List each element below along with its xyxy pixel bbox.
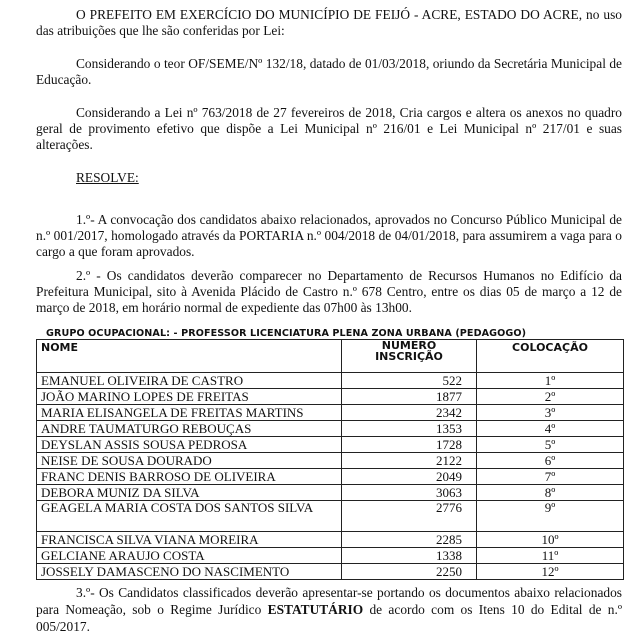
table-row xyxy=(37,453,624,469)
table-row xyxy=(37,405,624,421)
cell-colocacao: 10º xyxy=(477,532,624,548)
table-row xyxy=(37,437,624,453)
cell-nome: JOSSELY DAMASCENO DO NASCIMENTO xyxy=(37,564,342,580)
cell-inscricao: 1338 xyxy=(342,548,477,564)
header-numero-line2: INSCRIÇÃO xyxy=(375,350,443,363)
cell-nome: EMANUEL OLIVEIRA DE CASTRO xyxy=(37,373,342,389)
cell-colocacao: 8º xyxy=(477,485,624,501)
item-1-paragraph: 1.º- A convocação dos candidatos abaixo relacionados, aprovados no Concurso Público Municipal de n.º 001/2017, homologado através da PORTARIA n.º 004/2018 de 04/01/2018, para assumirem a vaga para o cargo a que foram aprovados. xyxy=(36,212,622,259)
cell-inscricao: 2285 xyxy=(342,532,477,548)
cell-colocacao: 1º xyxy=(477,373,624,389)
cell-nome: FRANCISCA SILVA VIANA MOREIRA xyxy=(37,532,342,548)
cell-colocacao: 2º xyxy=(477,389,624,405)
cell-nome: FRANC DENIS BARROSO DE OLIVEIRA xyxy=(37,469,342,485)
table-row xyxy=(37,532,624,548)
cell-inscricao: 2776 xyxy=(342,501,477,532)
cell-colocacao: 12º xyxy=(477,564,624,580)
cell-colocacao: 7º xyxy=(477,469,624,485)
table-row xyxy=(37,469,624,485)
candidates-table xyxy=(36,339,624,580)
cell-inscricao: 2342 xyxy=(342,405,477,421)
cell-inscricao: 1728 xyxy=(342,437,477,453)
cell-inscricao: 1877 xyxy=(342,389,477,405)
table-row xyxy=(37,373,624,389)
considerando-paragraph-1: Considerando o teor OF/SEME/Nº 132/18, datado de 01/03/2018, oriundo da Secretária Municipal de Educação. xyxy=(36,56,622,87)
cell-inscricao: 2250 xyxy=(342,564,477,580)
header-numero-line1: NUMERO xyxy=(381,339,437,352)
cell-colocacao: 5º xyxy=(477,437,624,453)
header-nome: NOME xyxy=(37,340,342,373)
cell-nome: ANDRE TAUMATURGO REBOUÇAS xyxy=(37,421,342,437)
cell-nome: GEAGELA MARIA COSTA DOS SANTOS SILVA xyxy=(37,501,342,532)
cell-inscricao: 522 xyxy=(342,373,477,389)
cell-nome: GELCIANE ARAUJO COSTA xyxy=(37,548,342,564)
cell-inscricao: 3063 xyxy=(342,485,477,501)
cell-inscricao: 2049 xyxy=(342,469,477,485)
header-numero-inscricao xyxy=(342,340,477,373)
group-title: GRUPO OCUPACIONAL: - PROFESSOR LICENCIATURA PLENA ZONA URBANA (PEDAGOGO) xyxy=(46,328,527,339)
item-2-paragraph: 2.º - Os candidatos deverão comparecer no Departamento de Recursos Humanos no Edifício da Prefeitura Municipal, sito à Avenida Plácido de Castro n.º 678 Centro, entre os dias 05 de março a 12 de março de 2018, em horário normal de expediente das 07h00 às 13h00. xyxy=(36,268,622,315)
cell-colocacao: 3º xyxy=(477,405,624,421)
cell-inscricao: 1353 xyxy=(342,421,477,437)
table-row xyxy=(37,564,624,580)
table-row xyxy=(37,548,624,564)
item-3-regime-bold: ESTATUTÁRIO xyxy=(267,602,364,617)
table-row xyxy=(37,485,624,501)
item-3-text-start: 3.º- Os Candidatos classificados deverão apresentar-se portando os documentos abaixo relacionados para Nomeação, sob o Regime Jurídico xyxy=(36,585,622,617)
intro-paragraph: O PREFEITO EM EXERCÍCIO DO MUNICÍPIO DE FEIJÓ - ACRE, ESTADO DO ACRE, no uso das atribuições que lhe são conferidas por Lei: xyxy=(36,7,622,38)
cell-nome: DEBORA MUNIZ DA SILVA xyxy=(37,485,342,501)
cell-inscricao: 2122 xyxy=(342,453,477,469)
considerando-paragraph-2: Considerando a Lei nº 763/2018 de 27 fevereiros de 2018, Cria cargos e altera os anexos no quadro geral de provimento efetivo que dispõe a Lei Municipal nº 216/01 e Lei Municipal nº 217/01 e suas alterações. xyxy=(36,105,622,152)
cell-colocacao: 9º xyxy=(477,501,624,532)
cell-nome: NEISE DE SOUSA DOURADO xyxy=(37,453,342,469)
cell-colocacao: 4º xyxy=(477,421,624,437)
table-row xyxy=(37,421,624,437)
table-header-row xyxy=(37,340,624,373)
header-colocacao: COLOCAÇÃO xyxy=(477,340,624,373)
resolve-heading: RESOLVE: xyxy=(76,170,139,185)
item-3-paragraph xyxy=(36,584,622,635)
table-row xyxy=(37,501,624,532)
cell-nome: JOÃO MARINO LOPES DE FREITAS xyxy=(37,389,342,405)
item-3-text-end: de acordo com os Itens 10 do Edital de n.º 005/2017. xyxy=(36,602,623,634)
cell-nome: MARIA ELISANGELA DE FREITAS MARTINS xyxy=(37,405,342,421)
table-row xyxy=(37,389,624,405)
cell-nome: DEYSLAN ASSIS SOUSA PEDROSA xyxy=(37,437,342,453)
cell-colocacao: 11º xyxy=(477,548,624,564)
cell-colocacao: 6º xyxy=(477,453,624,469)
